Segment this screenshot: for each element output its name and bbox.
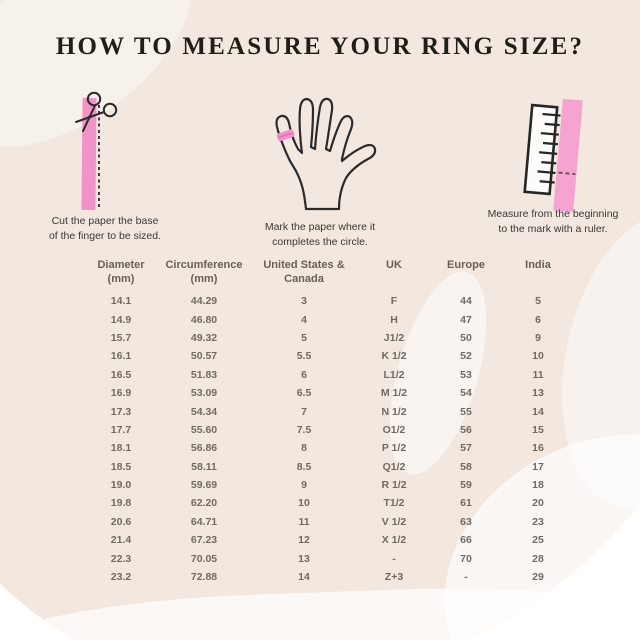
table-cell: 14 bbox=[298, 571, 310, 584]
table-cell: 50 bbox=[460, 331, 472, 344]
table-cell: 8 bbox=[301, 442, 307, 455]
table-cell: 46.80 bbox=[190, 313, 218, 326]
table-cell: 59 bbox=[460, 479, 472, 492]
table-cell: N 1/2 bbox=[381, 405, 407, 418]
table-cell: 22.3 bbox=[110, 552, 132, 565]
page-title: HOW TO MEASURE YOUR RING SIZE? bbox=[55, 33, 585, 60]
table-row bbox=[84, 421, 574, 439]
ruler-icon bbox=[516, 95, 588, 215]
table-cell: 44.29 bbox=[190, 295, 218, 308]
table-cell: 3 bbox=[301, 295, 307, 308]
table-cell: 53 bbox=[460, 368, 472, 381]
caption-line: completes the circle. bbox=[272, 235, 368, 248]
table-cell: 44 bbox=[460, 295, 472, 308]
table-cell: 10 bbox=[532, 350, 544, 363]
table-cell: 18.5 bbox=[110, 460, 132, 473]
table-cell: 55 bbox=[460, 405, 472, 418]
table-cell: 64.71 bbox=[190, 515, 218, 528]
table-cell: 6 bbox=[535, 313, 541, 326]
table-body bbox=[84, 292, 574, 586]
hand-icon bbox=[260, 87, 380, 212]
table-cell: 57 bbox=[460, 442, 472, 455]
table-cell: 55.60 bbox=[190, 423, 218, 436]
table-cell: 47 bbox=[460, 313, 472, 326]
table-cell: R 1/2 bbox=[381, 479, 407, 492]
table-cell: 17.7 bbox=[110, 423, 132, 436]
table-row bbox=[84, 531, 574, 549]
table-cell: 61 bbox=[460, 497, 472, 510]
table-cell: 58 bbox=[460, 460, 472, 473]
table-cell: 13 bbox=[298, 552, 310, 565]
table-cell: 4 bbox=[301, 313, 307, 326]
table-cell: H bbox=[390, 313, 398, 326]
table-cell: F bbox=[390, 295, 398, 308]
table-cell: 19.8 bbox=[110, 497, 132, 510]
table-cell: 15 bbox=[532, 423, 544, 436]
table-cell: 72.88 bbox=[190, 571, 218, 584]
table-cell: 9 bbox=[535, 331, 541, 344]
table-cell: 20 bbox=[532, 497, 544, 510]
table-row bbox=[84, 402, 574, 420]
table-cell: L1/2 bbox=[383, 368, 405, 381]
header-diameter: Diameter (mm) bbox=[97, 259, 145, 285]
table-cell: V 1/2 bbox=[381, 515, 407, 528]
table-cell: P 1/2 bbox=[381, 442, 407, 455]
header-circumference: Circumference (mm) bbox=[165, 259, 243, 285]
table-cell: 23.2 bbox=[110, 571, 132, 584]
caption-line: Cut the paper the base bbox=[51, 215, 159, 227]
table-cell: 16 bbox=[532, 442, 544, 455]
table-row bbox=[84, 329, 574, 347]
hand-outline bbox=[277, 99, 376, 209]
header-us-canada: United States & Canada bbox=[263, 259, 345, 285]
table-cell: 11 bbox=[532, 368, 544, 381]
table-cell: 52 bbox=[460, 350, 472, 363]
table-cell: T1/2 bbox=[383, 497, 405, 510]
table-cell: 14.1 bbox=[110, 295, 132, 308]
caption-line: to the mark with a ruler. bbox=[498, 222, 608, 235]
table-row bbox=[84, 292, 574, 310]
table-cell: 56 bbox=[460, 423, 472, 436]
table-cell: 59.69 bbox=[190, 479, 218, 492]
table-cell: 23 bbox=[532, 515, 544, 528]
table-cell: 29 bbox=[532, 571, 544, 584]
caption-line: of the finger to be sized. bbox=[48, 229, 162, 242]
table-row bbox=[84, 366, 574, 384]
table-cell: 6 bbox=[301, 368, 307, 381]
table-cell: 54 bbox=[460, 387, 472, 400]
step2-caption bbox=[240, 220, 400, 249]
table-cell: - bbox=[392, 552, 396, 565]
table-cell: 19.0 bbox=[110, 479, 132, 492]
table-cell: O1/2 bbox=[382, 423, 406, 436]
table-cell: 10 bbox=[298, 497, 310, 510]
table-cell: 5.5 bbox=[296, 350, 312, 363]
header-india: India bbox=[525, 259, 551, 271]
table-row bbox=[84, 494, 574, 512]
table-cell: 18.1 bbox=[110, 442, 132, 455]
table-cell: 70 bbox=[460, 552, 472, 565]
table-cell: - bbox=[464, 571, 468, 584]
table-cell: 7 bbox=[301, 405, 307, 418]
header-uk: UK bbox=[386, 259, 402, 271]
table-cell: Q1/2 bbox=[382, 460, 406, 473]
table-cell: 56.86 bbox=[190, 442, 218, 455]
table-row bbox=[84, 439, 574, 457]
table-cell: 20.6 bbox=[110, 515, 132, 528]
table-cell: 13 bbox=[532, 387, 544, 400]
table-cell: 15.7 bbox=[110, 331, 132, 344]
table-cell: 50.57 bbox=[190, 350, 218, 363]
table-cell: 70.05 bbox=[190, 552, 218, 565]
table-cell: 17.3 bbox=[110, 405, 132, 418]
table-cell: 49.32 bbox=[190, 331, 218, 344]
table-cell: 16.1 bbox=[110, 350, 132, 363]
table-cell: 53.09 bbox=[190, 387, 218, 400]
table-cell: 9 bbox=[301, 479, 307, 492]
table-cell: 14 bbox=[532, 405, 544, 418]
table-header-row bbox=[84, 258, 574, 287]
table-cell: 54.34 bbox=[190, 405, 218, 418]
table-row bbox=[84, 384, 574, 402]
table-cell: 11 bbox=[298, 515, 310, 528]
table-cell: 67.23 bbox=[190, 534, 218, 547]
table-cell: 16.9 bbox=[110, 387, 132, 400]
table-cell: 8.5 bbox=[296, 460, 312, 473]
table-cell: 28 bbox=[532, 552, 544, 565]
table-row bbox=[84, 347, 574, 365]
table-cell: 17 bbox=[532, 460, 544, 473]
table-cell: 58.11 bbox=[191, 460, 217, 473]
table-cell: 62.20 bbox=[190, 497, 218, 510]
table-row bbox=[84, 310, 574, 328]
table-cell: 5 bbox=[301, 331, 307, 344]
caption-line: Mark the paper where it bbox=[264, 221, 376, 233]
table-cell: 51.83 bbox=[190, 368, 218, 381]
table-cell: M 1/2 bbox=[380, 387, 408, 400]
table-cell: J1/2 bbox=[383, 331, 405, 344]
step3-caption bbox=[458, 207, 640, 236]
table-cell: 16.5 bbox=[110, 368, 132, 381]
table-cell: K 1/2 bbox=[381, 350, 407, 363]
table-cell: 14.9 bbox=[110, 313, 132, 326]
table-row bbox=[84, 568, 574, 586]
table-cell: 12 bbox=[298, 534, 310, 547]
table-cell: 25 bbox=[532, 534, 544, 547]
table-cell: X 1/2 bbox=[381, 534, 407, 547]
ring-size-table bbox=[84, 258, 574, 586]
table-row bbox=[84, 549, 574, 567]
step1-caption bbox=[25, 214, 185, 243]
table-cell: 5 bbox=[535, 295, 541, 308]
caption-line: Measure from the beginning bbox=[487, 208, 619, 220]
table-cell: 21.4 bbox=[110, 534, 132, 547]
table-cell: 66 bbox=[460, 534, 472, 547]
table-row bbox=[84, 476, 574, 494]
table-cell: 6.5 bbox=[296, 387, 312, 400]
table-cell: Z+3 bbox=[384, 571, 404, 584]
table-row bbox=[84, 513, 574, 531]
table-cell: 7.5 bbox=[296, 423, 312, 436]
table-cell: 18 bbox=[532, 479, 544, 492]
scissors-icon bbox=[74, 89, 126, 143]
table-cell: 63 bbox=[460, 515, 472, 528]
table-row bbox=[84, 458, 574, 476]
header-europe: Europe bbox=[447, 259, 485, 271]
